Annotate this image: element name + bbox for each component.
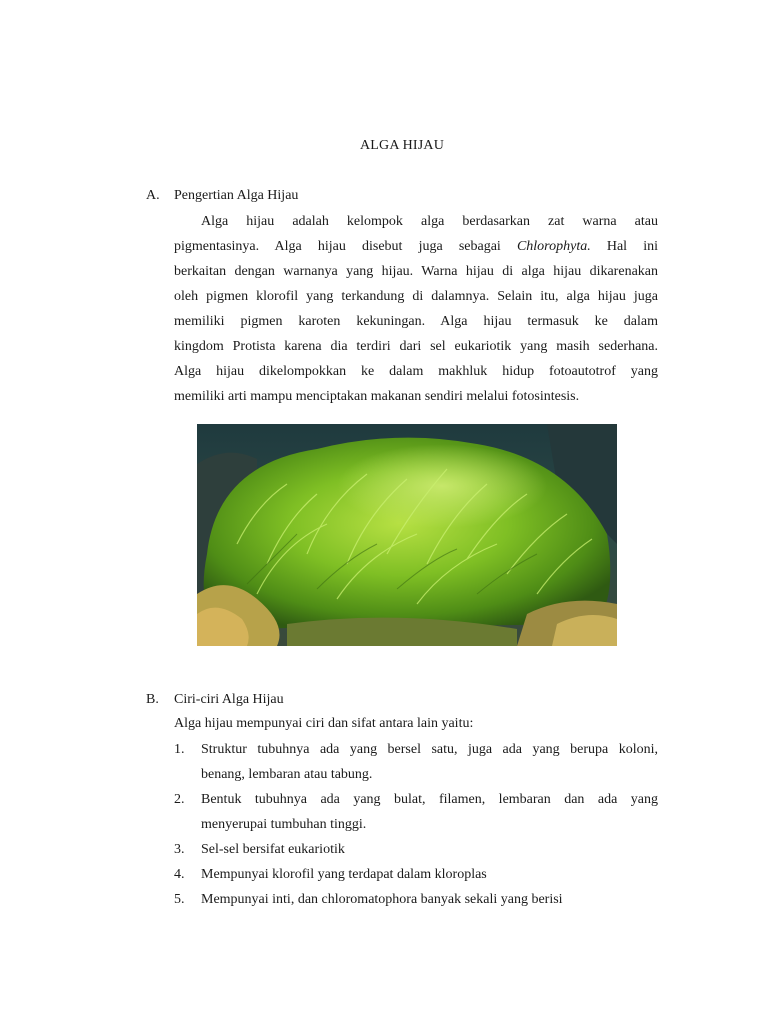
paragraph-line: Alga hijau adalah kelompok alga berdasarkan zat warna atau — [201, 214, 658, 229]
section-b-heading: Ciri-ciri Alga Hijau — [174, 692, 284, 707]
section-b-letter: B. — [146, 692, 159, 707]
paragraph-line-end: Hal ini — [590, 239, 658, 254]
paragraph-line-start: pigmentasinya. Alga hijau disebut juga sebagai — [174, 239, 517, 254]
list-item-number: 3. — [174, 842, 185, 857]
paragraph-line: berkaitan dengan warnanya yang hijau. Warna hijau di alga hijau dikarenakan — [174, 264, 658, 279]
list-item-number: 2. — [174, 792, 185, 807]
paragraph-line: kingdom Protista karena dia terdiri dari sel eukariotik yang masih sederhana. — [174, 339, 658, 354]
italic-term: Chlorophyta. — [516, 239, 591, 254]
list-item-line: Mempunyai klorofil yang terdapat dalam kloroplas — [201, 867, 487, 882]
paragraph-line: memiliki arti mampu menciptakan makanan sendiri melalui fotosintesis. — [174, 389, 580, 404]
list-item-number: 4. — [174, 867, 185, 882]
paragraph-line: memiliki pigmen karoten kekuningan. Alga hijau termasuk ke dalam — [174, 314, 658, 329]
list-item-line: benang, lembaran atau tabung. — [201, 767, 373, 782]
paragraph-line: Alga hijau dikelompokkan ke dalam makhluk hidup fotoautotrof yang — [174, 364, 658, 379]
list-item-line: Sel-sel bersifat eukariotik — [201, 842, 345, 857]
list-item-number: 5. — [174, 892, 185, 907]
section-b-intro: Alga hijau mempunyai ciri dan sifat antara lain yaitu: — [174, 716, 474, 731]
list-item-line: Mempunyai inti, dan chloromatophora banyak sekali yang berisi — [201, 892, 563, 907]
list-item — [201, 737, 658, 787]
list-item-line: Bentuk tubuhnya ada yang bulat, filamen, lembaran dan ada yang — [201, 792, 658, 807]
list-item-line: Struktur tubuhnya ada yang bersel satu, juga ada yang berupa koloni, — [201, 742, 658, 757]
list-item — [201, 862, 658, 887]
section-a-paragraph — [174, 209, 658, 409]
green-algae-photo — [197, 424, 617, 646]
list-item — [201, 837, 658, 862]
list-item — [201, 887, 658, 912]
paragraph-line — [174, 234, 658, 259]
list-item — [201, 787, 658, 837]
paragraph-line: oleh pigmen klorofil yang terkandung di dalamnya. Selain itu, alga hijau juga — [174, 289, 658, 304]
list-item-line: menyerupai tumbuhan tinggi. — [201, 817, 367, 832]
section-a-heading: Pengertian Alga Hijau — [174, 188, 299, 203]
page-title: ALGA HIJAU — [359, 138, 445, 153]
section-a-letter: A. — [146, 188, 160, 203]
list-item-number: 1. — [174, 742, 185, 757]
